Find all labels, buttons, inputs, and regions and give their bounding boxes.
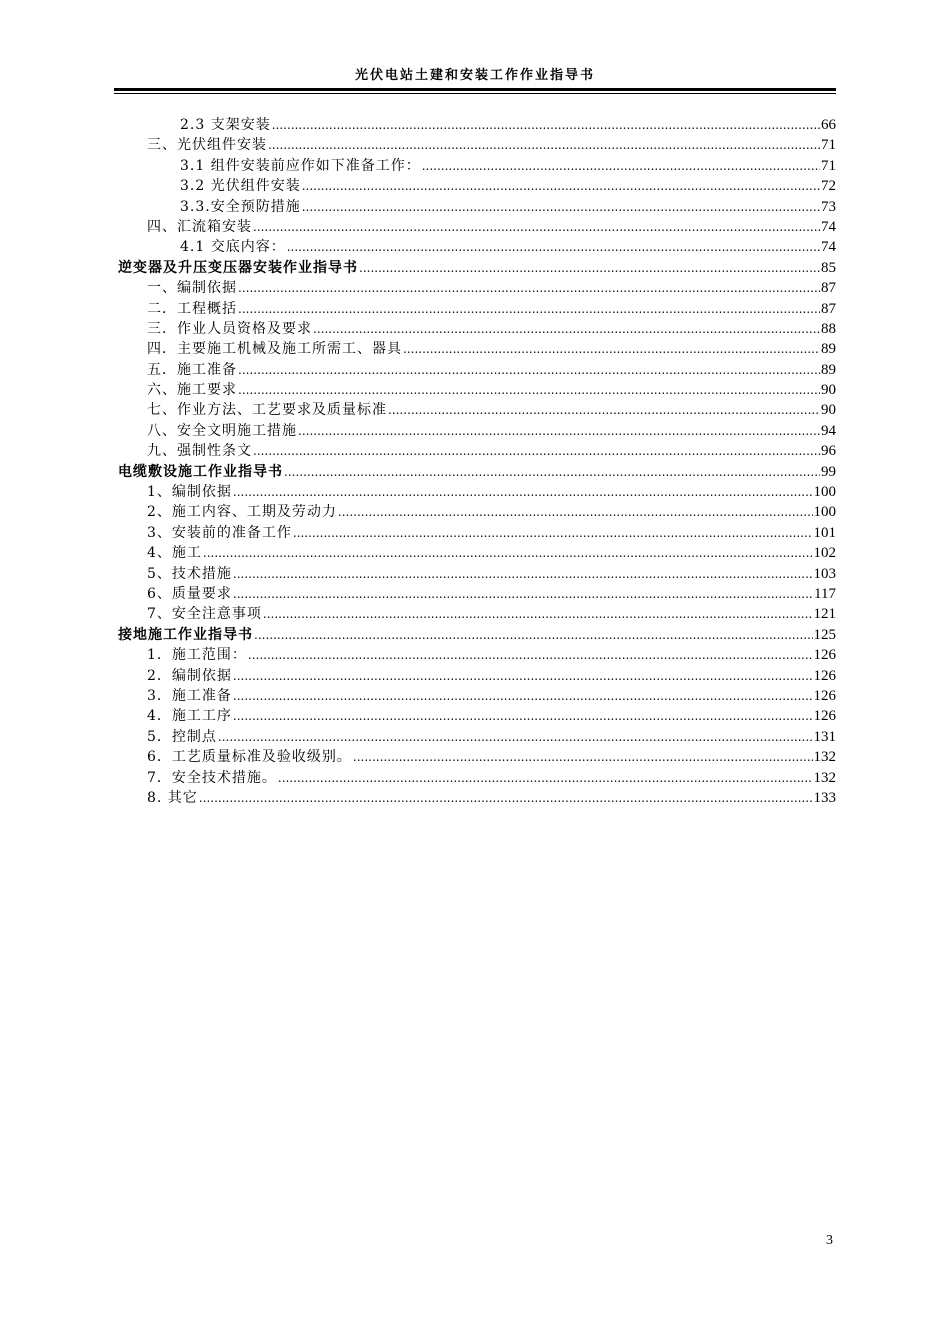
toc-entry-title: 三．作业人员资格及要求 (147, 320, 312, 337)
toc-entry-title: 二．工程概括 (147, 300, 237, 317)
toc-entry-page: 103 (813, 565, 836, 582)
toc-leader-dots (388, 400, 820, 420)
toc-entry-page: 117 (814, 585, 836, 602)
toc-entry-title: 四、汇流箱安装 (147, 218, 252, 235)
toc-entry-page: 89 (821, 361, 836, 378)
toc-leader-dots (233, 686, 813, 706)
toc-entry-page: 74 (821, 239, 836, 256)
toc-entry-title: 电缆敷设施工作业指导书 (118, 463, 283, 480)
toc-leader-dots (422, 156, 820, 176)
toc-entry-title: 5．控制点 (147, 728, 217, 745)
toc-entry[interactable] (114, 645, 836, 665)
toc-entry[interactable] (114, 278, 836, 298)
toc-entry[interactable] (114, 788, 836, 808)
toc-entry-page: 89 (821, 341, 836, 358)
toc-entry[interactable] (114, 564, 836, 584)
toc-entry-title: 六、施工要求 (147, 382, 237, 399)
toc-entry-title: 6．工艺质量标准及验收级别。 (147, 749, 352, 766)
toc-entry-page: 126 (813, 687, 836, 704)
toc-leader-dots (233, 584, 813, 604)
toc-entry-title: 3.1 组件安装前应作如下准备工作： (180, 157, 421, 174)
header-rule-thin (114, 93, 836, 94)
toc-entry[interactable] (114, 747, 836, 767)
toc-entry-page: 66 (821, 117, 836, 133)
toc-leader-dots (272, 115, 820, 135)
toc-entry-page: 100 (813, 504, 836, 521)
toc-entry-page: 71 (821, 137, 836, 154)
toc-leader-dots (248, 645, 813, 665)
toc-leader-dots (233, 666, 813, 686)
toc-entry[interactable] (114, 421, 836, 441)
toc-entry[interactable] (114, 686, 836, 706)
toc-entry-title: 1．施工范围： (147, 647, 247, 664)
toc-entry-title: 逆变器及升压变压器安装作业指导书 (118, 259, 358, 276)
toc-entry-title: 2．编制依据 (147, 667, 232, 684)
toc-leader-dots (253, 217, 820, 237)
toc-entry-title: 3.3.安全预防措施 (180, 198, 301, 215)
toc-leader-dots (268, 135, 820, 155)
toc-entry-page: 90 (821, 402, 836, 419)
page-number: 3 (826, 1233, 833, 1248)
toc-leader-dots (238, 278, 820, 298)
toc-leader-dots (359, 258, 820, 278)
toc-entry[interactable] (114, 380, 836, 400)
toc-entry-title: 七、作业方法、工艺要求及质量标准 (147, 402, 387, 419)
toc-entry-title: 2.3 支架安装 (180, 117, 271, 133)
toc-entry-page: 125 (813, 626, 836, 643)
toc-leader-dots (293, 523, 813, 543)
toc-leader-dots (313, 319, 820, 339)
toc-entry-title: 7．安全技术措施。 (147, 769, 277, 786)
toc-entry-page: 71 (821, 157, 836, 174)
toc-entry[interactable] (114, 156, 836, 176)
toc-entry[interactable] (114, 706, 836, 726)
toc-chapter-entry[interactable] (114, 625, 836, 645)
toc-entry-page: 131 (813, 728, 836, 745)
toc-entry-title: 3、安装前的准备工作 (147, 524, 292, 541)
toc-leader-dots (278, 768, 813, 788)
toc-leader-dots (403, 339, 820, 359)
toc-entry[interactable] (114, 176, 836, 196)
toc-entry[interactable] (114, 197, 836, 217)
toc-leader-dots (233, 482, 813, 502)
toc-leader-dots (238, 299, 820, 319)
toc-leader-dots (253, 441, 820, 461)
toc-entry-title: 6、质量要求 (147, 585, 232, 602)
toc-entry-title: 2、施工内容、工期及劳动力 (147, 504, 337, 521)
toc-entry-page: 74 (821, 218, 836, 235)
toc-entry-title: 4、施工 (147, 545, 202, 562)
toc-leader-dots (199, 788, 813, 808)
toc-entry-title: 7、安全注意事项 (147, 606, 262, 623)
toc-entry-page: 121 (813, 606, 836, 623)
toc-leader-dots (233, 564, 813, 584)
toc-entry-page: 85 (821, 259, 836, 276)
toc-entry[interactable] (114, 523, 836, 543)
toc-leader-dots (298, 421, 820, 441)
toc-entry-page: 132 (813, 769, 836, 786)
running-header: 光伏电站土建和安装工作作业指导书 (354, 68, 595, 83)
toc-leader-dots (353, 747, 813, 767)
toc-entry-page: 90 (821, 382, 836, 399)
toc-entry-title: 三、光伏组件安装 (147, 137, 267, 154)
toc-entry-page: 126 (813, 708, 836, 725)
toc-entry[interactable] (114, 543, 836, 563)
toc-leader-dots (203, 543, 813, 563)
toc-leader-dots (238, 380, 820, 400)
toc-entry-title: 五．施工准备 (147, 361, 237, 378)
toc-entry[interactable] (114, 441, 836, 461)
toc-entry-page: 73 (821, 198, 836, 215)
toc-leader-dots (302, 176, 820, 196)
toc-leader-dots (238, 360, 820, 380)
toc-entry-page: 87 (821, 280, 836, 297)
toc-entry-page: 126 (813, 647, 836, 664)
toc-leader-dots (254, 625, 813, 645)
toc-entry-page: 133 (813, 789, 836, 806)
toc-entry[interactable] (114, 768, 836, 788)
toc-entry-title: 四．主要施工机械及施工所需工、器具 (147, 341, 402, 358)
toc-entry[interactable] (114, 482, 836, 502)
toc-entry-title: 3.2 光伏组件安装 (180, 178, 301, 195)
header-rule-thick (114, 88, 836, 91)
toc-entry[interactable] (114, 604, 836, 624)
toc-entry[interactable] (114, 400, 836, 420)
table-of-contents (114, 115, 836, 808)
toc-entry[interactable] (114, 339, 836, 359)
toc-entry-page: 101 (813, 524, 836, 541)
toc-entry-page: 126 (813, 667, 836, 684)
toc-entry[interactable] (114, 666, 836, 686)
toc-leader-dots (263, 604, 813, 624)
toc-entry-page: 132 (813, 749, 836, 766)
toc-entry[interactable] (114, 115, 836, 135)
toc-entry-title: 8. 其它 (147, 789, 198, 806)
toc-entry[interactable] (114, 360, 836, 380)
toc-entry-page: 102 (813, 545, 836, 562)
toc-entry[interactable] (114, 135, 836, 155)
toc-leader-dots (338, 502, 813, 522)
toc-entry-title: 九、强制性条文 (147, 443, 252, 460)
toc-leader-dots (218, 727, 813, 747)
toc-entry-page: 100 (813, 484, 836, 501)
toc-entry-title: 1、编制依据 (147, 484, 232, 501)
toc-entry-page: 96 (821, 443, 836, 460)
toc-entry-page: 88 (821, 320, 836, 337)
toc-entry[interactable] (114, 319, 836, 339)
toc-entry[interactable] (114, 584, 836, 604)
toc-leader-dots (302, 197, 820, 217)
toc-entry-page: 72 (821, 178, 836, 195)
toc-entry[interactable] (114, 217, 836, 237)
toc-leader-dots (287, 237, 820, 257)
toc-entry-title: 八、安全文明施工措施 (147, 422, 297, 439)
toc-entry[interactable] (114, 727, 836, 747)
toc-entry-title: 5、技术措施 (147, 565, 232, 582)
toc-entry[interactable] (114, 502, 836, 522)
toc-chapter-entry[interactable] (114, 258, 836, 278)
toc-entry[interactable] (114, 237, 836, 257)
toc-leader-dots (284, 462, 820, 482)
toc-entry-page: 87 (821, 300, 836, 317)
toc-entry-title: 4.1 交底内容： (180, 239, 286, 256)
toc-entry-title: 接地施工作业指导书 (118, 626, 253, 643)
toc-entry-page: 99 (821, 463, 836, 480)
toc-leader-dots (233, 706, 813, 726)
toc-entry-title: 3．施工准备 (147, 687, 232, 704)
toc-entry-page: 94 (821, 422, 836, 439)
toc-entry[interactable] (114, 299, 836, 319)
toc-entry-title: 4．施工工序 (147, 708, 232, 725)
toc-chapter-entry[interactable] (114, 462, 836, 482)
toc-entry-title: 一、编制依据 (147, 280, 237, 297)
